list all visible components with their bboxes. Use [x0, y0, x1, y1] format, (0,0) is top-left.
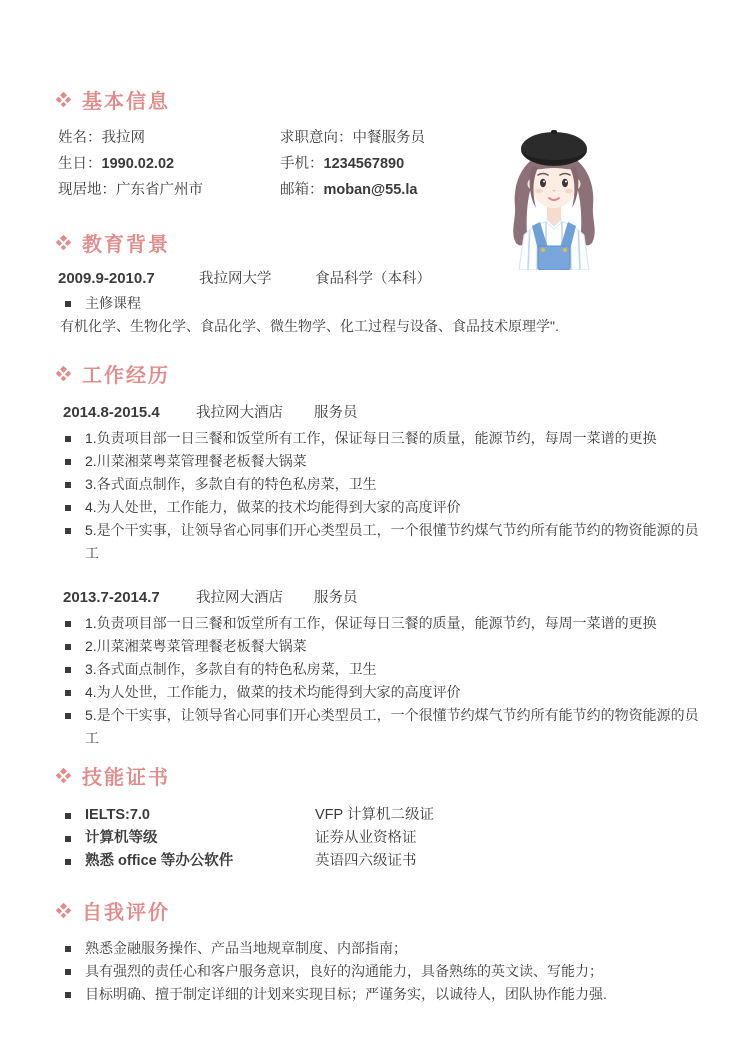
job-entry: [58, 587, 710, 750]
skill-rows: [58, 804, 710, 873]
job-header: [58, 402, 710, 424]
basic-info-heading: [58, 86, 710, 112]
skill-row: [58, 804, 710, 827]
field-label: 求职意向：: [280, 130, 353, 146]
field-value: moban@55.la: [323, 182, 418, 198]
evaluation-list: [58, 937, 710, 1006]
info-field: [280, 151, 425, 177]
section-title-text: 教育背景: [82, 233, 170, 256]
section-title-text: 自我评价: [82, 901, 170, 924]
job-role: 服务员: [314, 590, 358, 606]
skill-item: 熟悉 office 等办公软件: [58, 850, 315, 873]
job-bullet: 2.川菜湘菜粤菜管理餐老板餐大锅菜: [58, 635, 710, 658]
certificate-item: 证券从业资格证: [315, 830, 417, 846]
job-bullet: 4.为人处世，工作能力，做菜的技术均能得到大家的高度评价: [58, 496, 710, 519]
field-value: 广东省广州市: [116, 182, 203, 198]
field-label: 现居地：: [58, 182, 116, 198]
education-school: 我拉网大学: [199, 271, 272, 287]
basic-info-right-column: [280, 125, 425, 203]
job-bullets: [58, 612, 710, 750]
job-period: 2014.8-2015.4: [63, 404, 160, 421]
certificate-item: VFP 计算机二级证: [315, 807, 434, 823]
job-bullet: 1.负责项目部一日三餐和饭堂所有工作，保证每日三餐的质量，能源节约，每周一菜谱的更换: [58, 427, 710, 450]
section-title-text: 工作经历: [82, 364, 170, 387]
section-skills-certificates: [58, 762, 710, 873]
field-label: 邮箱：: [280, 182, 324, 198]
info-field: [280, 125, 425, 151]
skill-item: 计算机等级: [58, 827, 315, 850]
job-company: 我拉网大酒店: [196, 405, 283, 421]
skill-row: [58, 827, 710, 850]
diamond-bullet-icon: [56, 365, 72, 381]
education-entry: [58, 268, 710, 290]
diamond-bullet-icon: [56, 902, 72, 918]
info-field: [58, 125, 280, 151]
job-period: 2013.7-2014.7: [63, 589, 160, 606]
job-bullet: 5.是个干实事，让领导省心同事们开心类型员工，一个很懂节约煤气节约所有能节约的物资能源的员工: [58, 519, 710, 565]
certificate-item: 英语四六级证书: [315, 853, 417, 869]
section-self-evaluation: [58, 897, 710, 1006]
job-company: 我拉网大酒店: [196, 590, 283, 606]
job-bullet: 4.为人处世，工作能力，做菜的技术均能得到大家的高度评价: [58, 681, 710, 704]
education-degree: 食品科学（本科）: [315, 271, 432, 287]
evaluation-bullet: 具有强烈的责任心和客户服务意识，良好的沟通能力，具备熟练的英文读、写能力；: [58, 960, 710, 983]
profile-photo: [488, 122, 620, 270]
info-field: [58, 151, 280, 177]
diamond-bullet-icon: [56, 91, 72, 107]
evaluation-heading: [58, 897, 710, 923]
evaluation-bullet: 目标明确、擅于制定详细的计划来实现目标；严谨务实，以诚待人，团队协作能力强.: [58, 983, 710, 1006]
skill-row: [58, 850, 710, 873]
education-courses: 有机化学、生物化学、食品化学、微生物学、化工过程与设备、食品技术原理学".: [60, 318, 559, 334]
job-bullet: 3.各式面点制作，多款自有的特色私房菜，卫生: [58, 658, 710, 681]
job-header: [58, 587, 710, 609]
section-work-experience: [58, 360, 710, 750]
education-period: 2009.9-2010.7: [58, 270, 155, 287]
field-value: 1990.02.02: [101, 156, 175, 172]
skill-item: IELTS:7.0: [58, 804, 315, 827]
job-bullet: 5.是个干实事，让领导省心同事们开心类型员工，一个很懂节约煤气节约所有能节约的物资能源的员工: [58, 704, 710, 750]
field-value: 我拉网: [101, 130, 145, 146]
job-list: [58, 402, 710, 750]
work-heading: [58, 360, 710, 386]
field-value: 1234567890: [323, 156, 405, 172]
field-label: 生日：: [58, 156, 102, 172]
job-bullet: 2.川菜湘菜粤菜管理餐老板餐大锅菜: [58, 450, 710, 473]
section-title-text: 基本信息: [82, 90, 170, 113]
section-title-text: 技能证书: [82, 766, 170, 789]
education-course-label: 主修课程: [58, 292, 710, 315]
field-label: 手机：: [280, 156, 324, 172]
job-role: 服务员: [314, 405, 358, 421]
field-label: 姓名：: [58, 130, 102, 146]
field-value: 中餐服务员: [352, 130, 425, 146]
job-bullet: 1.负责项目部一日三餐和饭堂所有工作，保证每日三餐的质量，能源节约，每周一菜谱的更换: [58, 612, 710, 635]
girl-avatar-illustration: [488, 122, 620, 270]
info-field: [58, 177, 280, 203]
basic-info-left-column: [58, 125, 280, 203]
job-bullets: [58, 427, 710, 565]
job-bullet: 3.各式面点制作，多款自有的特色私房菜，卫生: [58, 473, 710, 496]
diamond-bullet-icon: [56, 234, 72, 250]
diamond-bullet-icon: [56, 767, 72, 783]
info-field: [280, 177, 425, 203]
skills-heading: [58, 762, 710, 788]
job-entry: [58, 402, 710, 565]
evaluation-bullet: 熟悉金融服务操作、产品当地规章制度、内部指南；: [58, 937, 710, 960]
education-bullets: [58, 292, 710, 315]
